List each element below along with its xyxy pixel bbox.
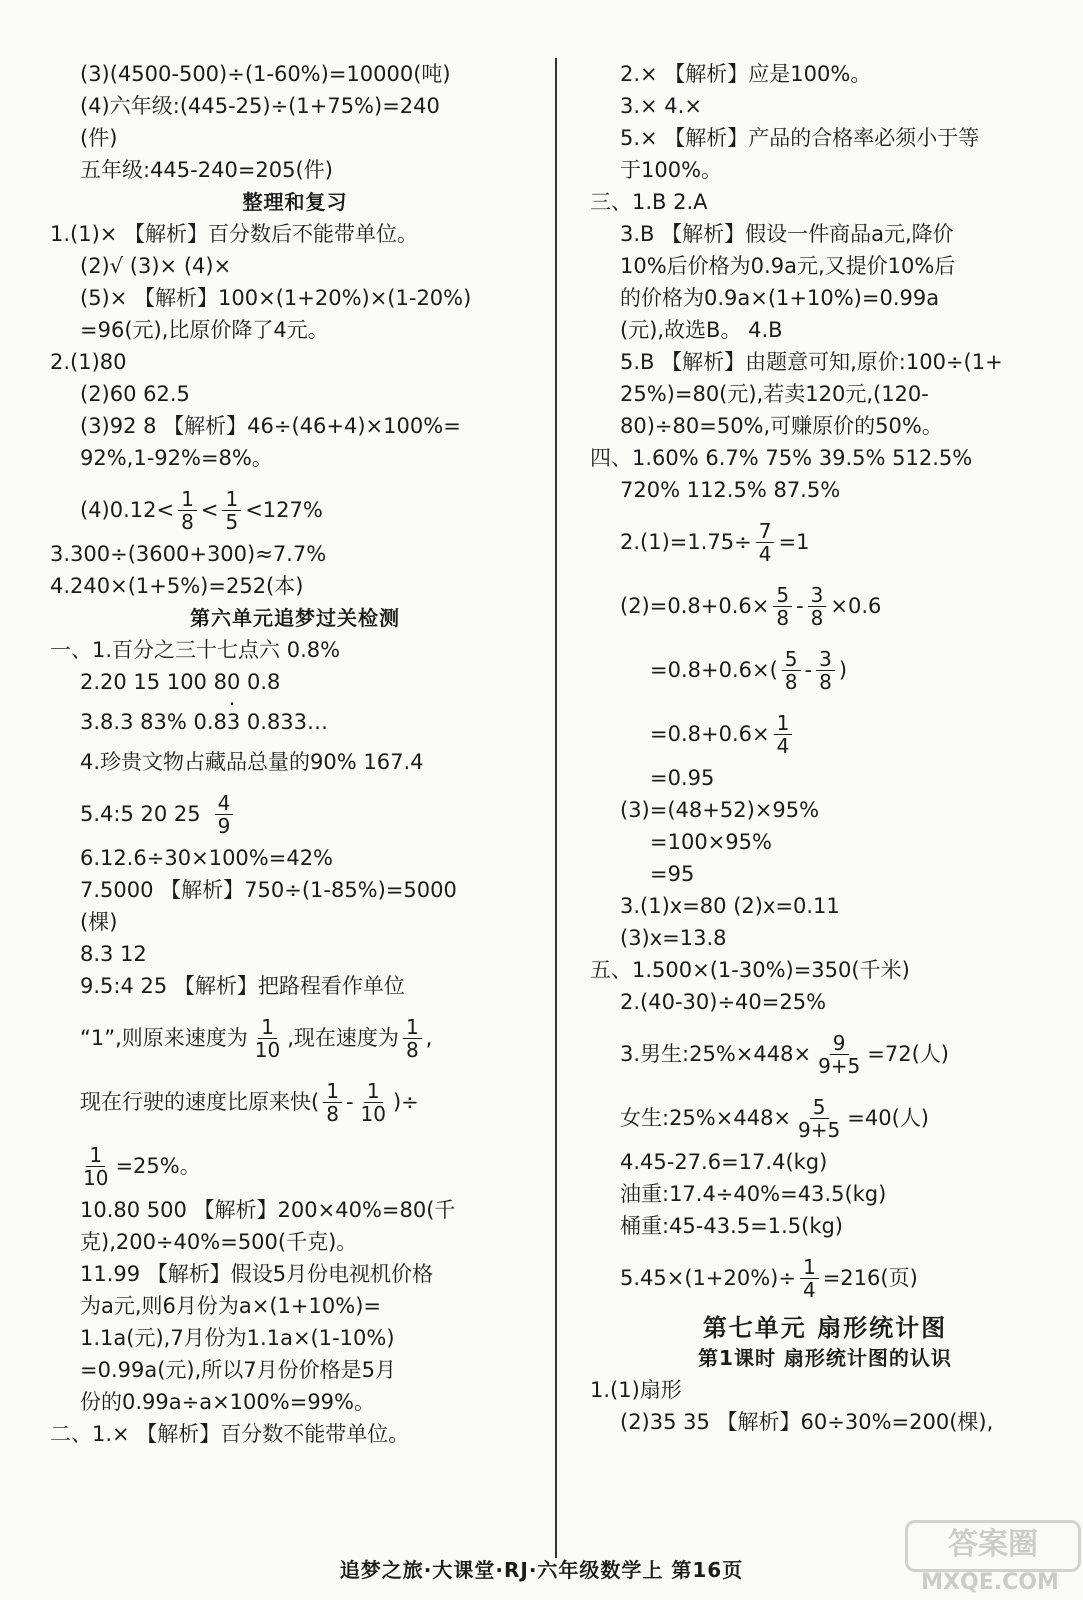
answer-line: 80)÷80=50%,可赚原价的50%。: [620, 414, 943, 438]
answer-line: [50, 1006, 540, 1070]
text: 现在行驶的速度比原来快(: [80, 1090, 320, 1114]
denominator: 8: [810, 605, 824, 630]
text: )÷: [392, 1090, 419, 1114]
unit-title: 第七单元 扇形统计图: [702, 1314, 948, 1342]
numerator: 1: [364, 1080, 383, 1103]
answer-line: 三、1.B 2.A: [590, 190, 708, 214]
numerator: 1: [800, 1256, 819, 1279]
fraction: [323, 1080, 342, 1125]
denominator: 10: [83, 1165, 109, 1190]
answer-line: 的价格为0.9a×(1+10%)=0.99a: [620, 286, 940, 310]
left-column: [50, 62, 540, 1454]
answer-line: 2.20 15 100 80 0.8: [80, 670, 281, 694]
answer-line: 四、1.60% 6.7% 75% 39.5% 512.5%: [590, 446, 973, 470]
fraction: [795, 1096, 843, 1141]
answer-line: [50, 1070, 540, 1134]
answer-line: 25%)=80(元),若卖120元,(120-: [620, 382, 929, 406]
denominator: 8: [819, 669, 832, 694]
answer-line: (2)√ (3)× (4)×: [80, 254, 232, 278]
numerator: 1: [178, 488, 197, 511]
answer-line: 720% 112.5% 87.5%: [620, 478, 841, 502]
answer-line: 4.45-27.6=17.4(kg): [620, 1150, 828, 1174]
text: =0.8+0.6×: [650, 722, 770, 746]
text: (4)0.12<: [80, 498, 175, 522]
answer-line: [590, 510, 1060, 574]
text: <: [200, 498, 219, 522]
answer-line: [50, 478, 540, 542]
answer-line: [590, 574, 1060, 638]
answer-line: =0.99a(元),所以7月份价格是5月: [80, 1358, 397, 1382]
watermark-logo: [905, 1520, 1075, 1596]
numerator: 9: [830, 1032, 849, 1055]
answer-line: 1.(1)× 【解析】百分数后不能带单位。: [50, 222, 419, 246]
numerator: 5: [773, 584, 792, 607]
text: 2.(1)=1.75÷: [620, 530, 752, 554]
text: =216(页): [822, 1266, 918, 1290]
answer-line: 4.珍贵文物占藏品总量的90% 167.4: [80, 750, 424, 774]
numerator: 5: [810, 1096, 829, 1119]
numerator: 1: [774, 712, 793, 735]
fraction: [774, 712, 793, 757]
denominator: 8: [326, 1101, 339, 1126]
numerator: 3: [816, 648, 835, 671]
text: -: [804, 658, 813, 682]
answer-line: 11.99 【解析】假设5月份电视机价格: [80, 1262, 434, 1286]
text: 5.45×(1+20%)÷: [620, 1266, 796, 1290]
answer-line: (2)60 62.5: [80, 382, 190, 406]
lesson-title: 第1课时 扇形统计图的认识: [698, 1346, 952, 1370]
answer-line: 克),200÷40%=500(千克)。: [80, 1230, 358, 1254]
right-column: [590, 62, 1060, 1442]
watermark-text: 答案圈: [905, 1520, 1081, 1572]
denominator: 8: [405, 1037, 419, 1062]
answer-line: (3)92 8 【解析】46÷(46+4)×100%=: [80, 414, 461, 438]
denominator: 8: [784, 669, 798, 694]
numerator: 1: [258, 1016, 277, 1039]
fraction: [222, 488, 241, 533]
answer-line: 7.5000 【解析】750÷(1-85%)=5000: [80, 878, 457, 902]
answer-line: 10.80 500 【解析】200×40%=80(千: [80, 1198, 456, 1222]
answer-line: 份的0.99a÷a×100%=99%。: [80, 1390, 375, 1414]
text: 5.4:5 20 25: [80, 802, 201, 826]
numerator: 3: [808, 584, 827, 607]
text: -: [796, 594, 804, 618]
answer-line: 3.B 【解析】假设一件商品a元,降价: [620, 222, 954, 246]
answer-line: [50, 1134, 540, 1198]
answer-line: [590, 1022, 1060, 1086]
answer-line: (4)六年级:(445-25)÷(1+75%)=240: [80, 94, 440, 118]
text: ,: [425, 1026, 433, 1050]
answer-line: 2.× 【解析】应是100%。: [620, 62, 872, 86]
fraction: [215, 792, 234, 837]
numerator: 1: [403, 1016, 422, 1039]
repeating-digit: · 3: [227, 710, 240, 734]
answer-line: 一、1.百分之三十七点六 0.8%: [50, 638, 341, 662]
text: =72(人): [867, 1042, 949, 1066]
text: 3.男生:25%×448×: [620, 1042, 812, 1066]
answer-line: (2)35 35 【解析】60÷30%=200(棵),: [620, 1410, 994, 1434]
answer-line: 1.(1)扇形: [590, 1378, 682, 1402]
fraction: [80, 1144, 111, 1189]
text: =40(人): [847, 1106, 929, 1130]
fraction: [403, 1016, 422, 1061]
numerator: 7: [756, 520, 775, 543]
answer-line: 2.(1)80: [50, 350, 127, 374]
denominator: 4: [758, 541, 772, 566]
answer-line: 油重:17.4÷40%=43.5(kg): [620, 1182, 887, 1206]
text: =1: [778, 530, 810, 554]
answer-line: =95: [650, 862, 695, 886]
denominator: 9+5: [798, 1117, 841, 1142]
answer-line: 10%后价格为0.9a元,又提价10%后: [620, 254, 956, 278]
answer-line: (元),故选B。 4.B: [620, 318, 783, 342]
fraction: [358, 1080, 389, 1125]
text: ,现在速度为: [287, 1026, 399, 1050]
answer-line: 8.3 12: [80, 942, 147, 966]
page-footer: 追梦之旅·大课堂·RJ·六年级数学上 第16页: [339, 1558, 744, 1582]
denominator: 4: [802, 1277, 816, 1302]
answer-line: (5)× 【解析】100×(1+20%)×(1-20%): [80, 286, 472, 310]
answer-line: [590, 638, 1060, 702]
fraction: [178, 488, 197, 533]
answer-line: =0.95: [650, 766, 715, 790]
fraction: [815, 1032, 863, 1077]
text: 3.8.3 83% 0.8: [80, 710, 227, 734]
numerator: 4: [215, 792, 234, 815]
denominator: 5: [225, 509, 239, 534]
answer-line: 3.× 4.×: [620, 94, 702, 118]
denominator: 4: [776, 733, 790, 758]
numerator: 1: [323, 1080, 342, 1103]
text: =0.8+0.6×(: [650, 658, 778, 682]
section-title: 第六单元追梦过关检测: [190, 606, 400, 630]
watermark-url: MXQE.COM: [921, 1570, 1059, 1595]
answer-line: 4.240×(1+5%)=252(本): [50, 574, 304, 598]
answer-line: 桶重:45-43.5=1.5(kg): [620, 1214, 844, 1238]
fraction: [816, 648, 835, 693]
text: (2)=0.8+0.6×: [620, 594, 770, 618]
fraction: [756, 520, 775, 565]
answer-line: (3)=(48+52)×95%: [620, 798, 820, 822]
text: ×0.6: [830, 594, 882, 618]
answer-line: 3.300÷(3600+300)≈7.7%: [50, 542, 327, 566]
fraction: [252, 1016, 283, 1061]
answer-line: 五年级:445-240=205(件): [80, 158, 333, 182]
answer-line: 二、1.× 【解析】百分数不能带单位。: [50, 1422, 410, 1446]
answer-line: [590, 1086, 1060, 1150]
text: <127%: [245, 498, 323, 522]
denominator: 10: [254, 1037, 281, 1062]
fraction: [808, 584, 827, 629]
answer-line: =96(元),比原价降了4元。: [80, 318, 329, 342]
answer-line: (棵): [80, 910, 118, 934]
column-divider: [555, 58, 557, 1558]
text: ): [838, 658, 848, 682]
section-title: 整理和复习: [242, 190, 348, 214]
numerator: 1: [86, 1144, 105, 1167]
answer-line: [50, 782, 540, 846]
answer-line: 9.5:4 25 【解析】把路程看作单位: [80, 974, 405, 998]
fraction: [800, 1256, 819, 1301]
text: 0.833…: [240, 710, 329, 734]
answer-line: 1.1a(元),7月份为1.1a×(1-10%): [80, 1326, 395, 1350]
denominator: 9+5: [818, 1053, 861, 1078]
text: =25%。: [115, 1154, 201, 1178]
answer-line: (件): [80, 126, 118, 150]
answer-line: 2.(40-30)÷40=25%: [620, 990, 827, 1014]
fraction: [773, 584, 792, 629]
numerator: 5: [782, 648, 801, 671]
answer-line: (3)(4500-500)÷(1-60%)=10000(吨): [80, 62, 451, 86]
fraction: [782, 648, 801, 693]
answer-line: 3.(1)x=80 (2)x=0.11: [620, 894, 840, 918]
answer-line: [590, 1246, 1060, 1310]
text: -: [345, 1090, 354, 1114]
denominator: 10: [360, 1101, 386, 1126]
denominator: 8: [181, 509, 194, 534]
answer-line: [590, 702, 1060, 766]
numerator: 1: [222, 488, 241, 511]
answer-line: (3)x=13.8: [620, 926, 727, 950]
answer-line: 5.B 【解析】由题意可知,原价:100÷(1+: [620, 350, 1003, 374]
answer-line: 5.× 【解析】产品的合格率必须小于等: [620, 126, 980, 150]
denominator: 9: [217, 813, 231, 838]
answer-line: 为a元,则6月份为a×(1+10%)=: [80, 1294, 381, 1318]
answer-line: [50, 702, 540, 750]
answer-line: 于100%。: [620, 158, 723, 182]
answer-line: 五、1.500×(1-30%)=350(千米): [590, 958, 910, 982]
denominator: 8: [776, 605, 790, 630]
answer-line: =100×95%: [650, 830, 772, 854]
answer-line: 6.12.6÷30×100%=42%: [80, 846, 334, 870]
text: 女生:25%×448×: [620, 1106, 792, 1130]
answer-line: 92%,1-92%=8%。: [80, 446, 273, 470]
text: “1”,则原来速度为: [80, 1026, 248, 1050]
